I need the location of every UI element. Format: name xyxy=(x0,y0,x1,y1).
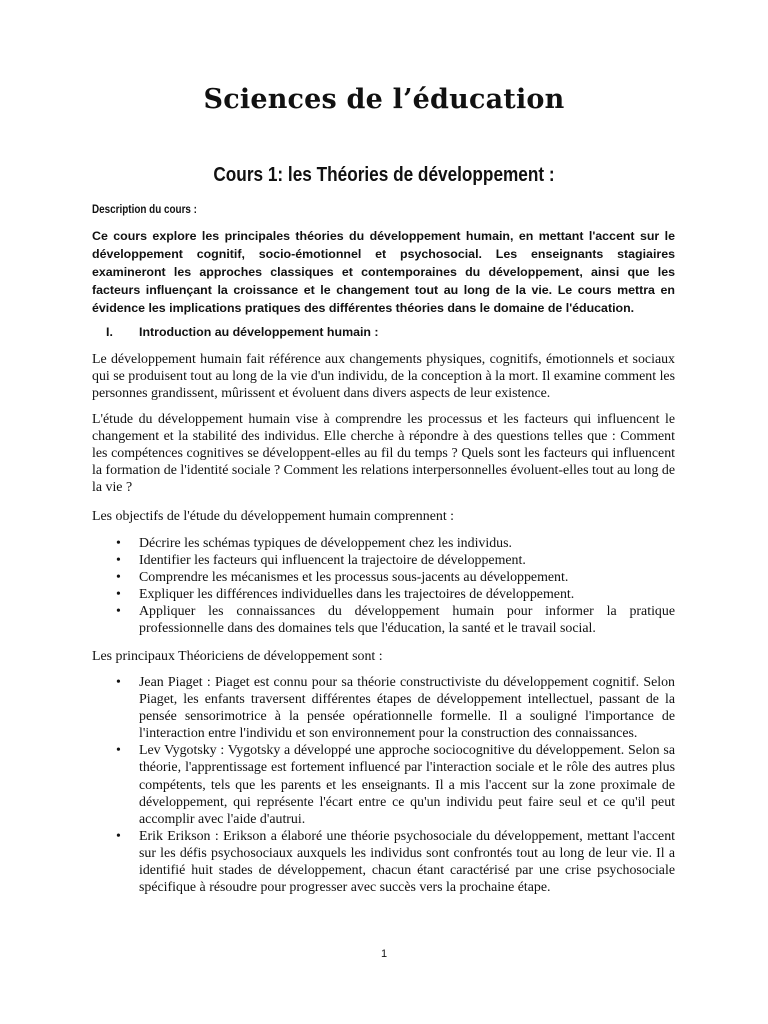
course-title: Cours 1: les Théories de développement : xyxy=(213,164,555,186)
list-item-text: Appliquer les connaissances du développement humain pour informer la pratique professionnelle dans des domaines tels que l'éducation, la santé et le travail social. xyxy=(139,604,675,637)
paragraph-text: L'étude du développement humain vise à comprendre les processus et les facteurs qui influencent le changement et la stabilité des individus. Elle cherche à répondre à des questions telles que : Comment les compétences cognitives se développent-elles au fil du temps ? Quels sont les facteurs qui influencent la formation de l'identité sociale ? Comment les relations interpersonnelles évoluent-elles tout au long de la vie ? xyxy=(92,412,675,496)
paragraph-text: Les principaux Théoriciens de développement sont : xyxy=(92,649,383,664)
list-item xyxy=(92,603,675,637)
section-title: Introduction au développement humain : xyxy=(139,325,379,339)
bullet-icon: • xyxy=(116,828,121,844)
list-item-text: Identifier les facteurs qui influencent la trajectoire de développement. xyxy=(139,553,526,569)
bullet-icon: • xyxy=(116,587,121,603)
list-item-text: Expliquer les différences individuelles dans les trajectoires de développement. xyxy=(139,587,575,603)
list-item-text: Lev Vygotsky : Vygotsky a développé une approche sociocognitive du développement. Selon sa théorie, l'apprentissage est fortement influencé par l'interaction sociale et le rôle des autres plus compétents, tels que les parents et les enseignants. Il a mis l'accent sur la zone proximale de développement, qui représente l'écart entre ce qu'un individu peut faire seul et ce qu'il peut accomplir avec l'aide d'autrui. xyxy=(139,743,675,827)
section-heading xyxy=(92,325,675,339)
section-number: I. xyxy=(106,325,113,339)
paragraph xyxy=(92,351,675,402)
list-item xyxy=(92,742,675,827)
list-item xyxy=(92,569,675,586)
bullet-icon: • xyxy=(116,553,121,569)
bullet-icon: • xyxy=(116,604,121,620)
list-item-text: Comprendre les mécanismes et les processus sous-jacents au développement. xyxy=(139,570,569,586)
description-label: Description du cours : xyxy=(92,204,197,216)
objectives-list xyxy=(92,535,675,638)
list-item-text: Jean Piaget : Piaget est connu pour sa théorie constructiviste du développement cognitif. Selon Piaget, les enfants traversent différentes étapes de développement intellectuel, passant de la pensée sensorimotrice à la pensée opérationnelle formelle. Il a souligné l'importance de l'interaction entre l'individu et son environnement pour la construction des connaissances. xyxy=(139,675,675,742)
list-item xyxy=(92,674,675,742)
description-text: Ce cours explore les principales théories du développement humain, en mettant l'accent sur le développement cognitif, socio-émotionnel et psychosocial. Les enseignants stagiaires examineront les approches classiques et contemporaines du développement, ainsi que les facteurs influençant la croissance et le changement tout au long de la vie. Le cours mettra en évidence les implications pratiques des différentes théories dans le domaine de l'éducation. xyxy=(92,229,675,315)
paragraph xyxy=(92,411,675,496)
list-item xyxy=(92,535,675,552)
list-item xyxy=(92,586,675,603)
bullet-icon: • xyxy=(116,675,121,690)
page-number: 1 xyxy=(380,948,388,960)
list-item xyxy=(92,828,675,896)
paragraph xyxy=(92,508,675,525)
list-item-text: Erik Erikson : Erikson a élaboré une théorie psychosociale du développement, mettant l'accent sur les défis psychosociaux auxquels les individus sont confrontés tout au long de leur vie. Il a identifié huit stades de développement, chacun étant caractérisé par une crise psychosociale spécifique à résoudre pour progresser avec succès vers la prochaine étape. xyxy=(139,828,675,896)
document-title: Sciences de l’éducation xyxy=(203,84,565,115)
bullet-icon: • xyxy=(116,743,121,759)
bullet-icon: • xyxy=(116,570,121,586)
paragraph-text: Le développement humain fait référence aux changements physiques, cognitifs, émotionnels et sociaux qui se produisent tout au long de la vie d'un individu, de la conception à la mort. Il examine comment les personnes grandissent, mûrissent et évoluent dans divers aspects de leur existence. xyxy=(92,352,675,402)
bullet-icon: • xyxy=(116,536,121,551)
list-item xyxy=(92,552,675,569)
paragraph xyxy=(92,648,675,665)
theorists-list xyxy=(92,674,675,896)
list-item-text: Décrire les schémas typiques de développement chez les individus. xyxy=(139,536,512,551)
paragraph-text: Les objectifs de l'étude du développement humain comprennent : xyxy=(92,509,455,524)
